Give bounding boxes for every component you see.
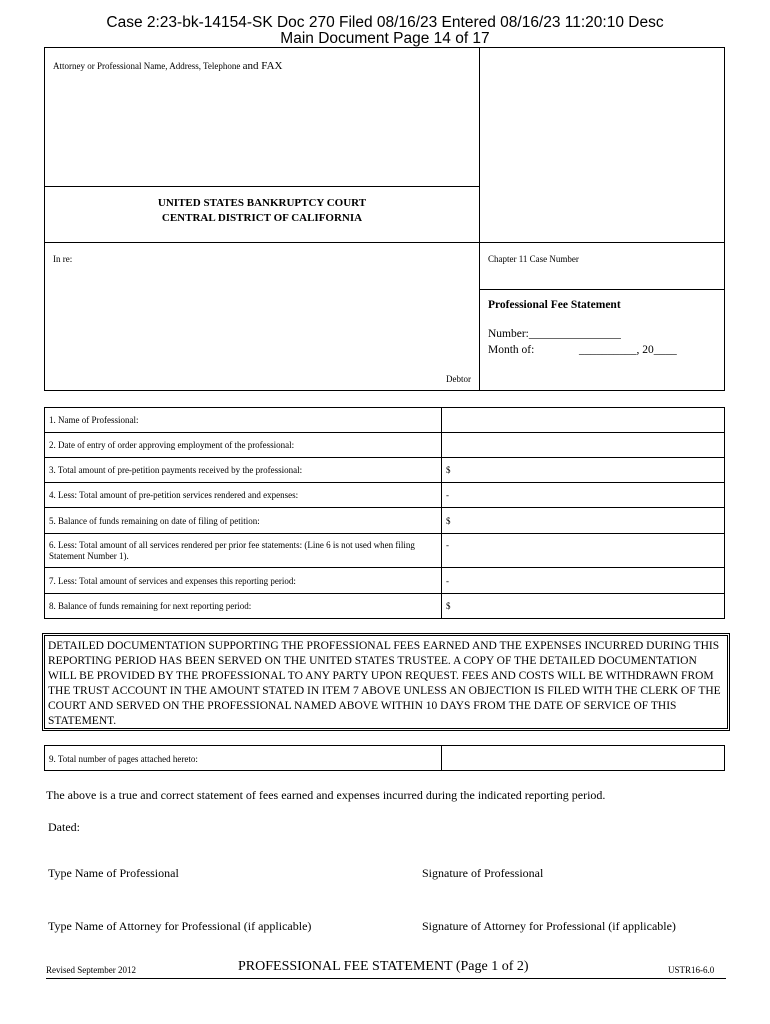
row-label: 1. Name of Professional: (45, 408, 442, 433)
court-name-line2: CENTRAL DISTRICT OF CALIFORNIA (161, 212, 363, 224)
table-row (45, 458, 725, 483)
attorney-box (44, 47, 480, 187)
row-label: 8. Balance of funds remaining for next reporting period: (45, 594, 442, 619)
row-label: 7. Less: Total amount of services and expenses this reporting period: (45, 568, 442, 594)
row-label: 5. Balance of funds remaining on date of filing of petition: (45, 508, 442, 534)
table-row (45, 408, 725, 433)
row-value (442, 433, 725, 458)
attorney-label: Attorney or Professional Name, Address, Telephone (53, 61, 241, 71)
footer-revised: Revised September 2012 (46, 965, 136, 975)
footer-form-code: USTR16-6.0 (668, 965, 715, 975)
row-label: 6. Less: Total amount of all services rendered per prior fee statements: (Line 6 is not used when filing Statement Number 1). (45, 534, 442, 568)
footer-rule (46, 978, 726, 979)
in-re-box (44, 242, 480, 391)
row-label: 4. Less: Total amount of pre-petition services rendered and expenses: (45, 483, 442, 508)
case-number-box (479, 242, 725, 290)
table-row (45, 508, 725, 534)
type-name-professional: Type Name of Professional (48, 866, 179, 880)
footer-title: PROFESSIONAL FEE STATEMENT (Page 1 of 2) (238, 959, 529, 974)
table-row (45, 433, 725, 458)
table-row (45, 594, 725, 619)
table-row (45, 483, 725, 508)
in-re-label: In re: (53, 254, 73, 264)
fee-table (44, 407, 725, 619)
table-row (45, 568, 725, 594)
row-value: - (442, 483, 725, 508)
court-name-line1: UNITED STATES BANKRUPTCY COURT (157, 197, 367, 209)
row-label: 3. Total amount of pre-petition payments received by the professional: (45, 458, 442, 483)
statement-box (479, 289, 725, 391)
row-value: $ (442, 594, 725, 619)
row-value: - (442, 568, 725, 594)
certification-statement: The above is a true and correct statement of fees earned and expenses incurred during the indicated reporting period. (46, 788, 606, 802)
row-value: $ (442, 508, 725, 534)
attorney-label-fax: and FAX (242, 60, 283, 72)
court-use-box (479, 47, 725, 243)
statement-title: Professional Fee Statement (488, 299, 621, 311)
month-value: __________, 20____ (579, 344, 677, 356)
table-row (45, 534, 725, 568)
court-name-box (44, 186, 480, 243)
signature-professional: Signature of Professional (422, 866, 544, 880)
debtor-label: Debtor (446, 374, 471, 384)
case-number-label: Chapter 11 Case Number (488, 254, 579, 264)
case-header-line1: Case 2:23-bk-14154-SK Doc 270 Filed 08/16/23 Entered 08/16/23 11:20:10 Desc (106, 14, 664, 31)
type-name-attorney: Type Name of Attorney for Professional (if applicable) (48, 919, 312, 933)
pages-attached-row (44, 745, 725, 771)
service-notice: DETAILED DOCUMENTATION SUPPORTING THE PROFESSIONAL FEES EARNED AND THE EXPENSES INCURRED DURING THIS REPORTING PERIOD HAS BEEN SERVED ON THE UNITED STATES TRUSTEE. A COPY OF THE DETAILED DOCUMENTATION WILL BE PROVIDED BY THE PROFESSIONAL TO ANY PARTY UPON REQUEST. FEES AND COSTS WILL BE WITHDRAWN FROM THE TRUST ACCOUNT IN THE AMOUNT STATED IN ITEM 7 ABOVE UNLESS AN OBJECTION IS FILED WITH THE CLERK OF THE COURT AND SERVED ON THE PROFESSIONAL NAMED ABOVE WITHIN 10 DAYS FROM THE DATE OF SERVICE OF THIS STATEMENT. (42, 633, 730, 731)
signature-attorney: Signature of Attorney for Professional (if applicable) (422, 919, 676, 933)
pages-attached-label: 9. Total number of pages attached hereto: (49, 754, 198, 764)
statement-number: Number:________________ (488, 328, 621, 340)
row-value: $ (442, 458, 725, 483)
dated-label: Dated: (48, 820, 80, 834)
row-value (442, 408, 725, 433)
month-label: Month of: (488, 344, 535, 356)
row-value: - (442, 534, 725, 568)
case-header-line2: Main Document Page 14 of 17 (280, 30, 490, 47)
row-label: 2. Date of entry of order approving employment of the professional: (45, 433, 442, 458)
